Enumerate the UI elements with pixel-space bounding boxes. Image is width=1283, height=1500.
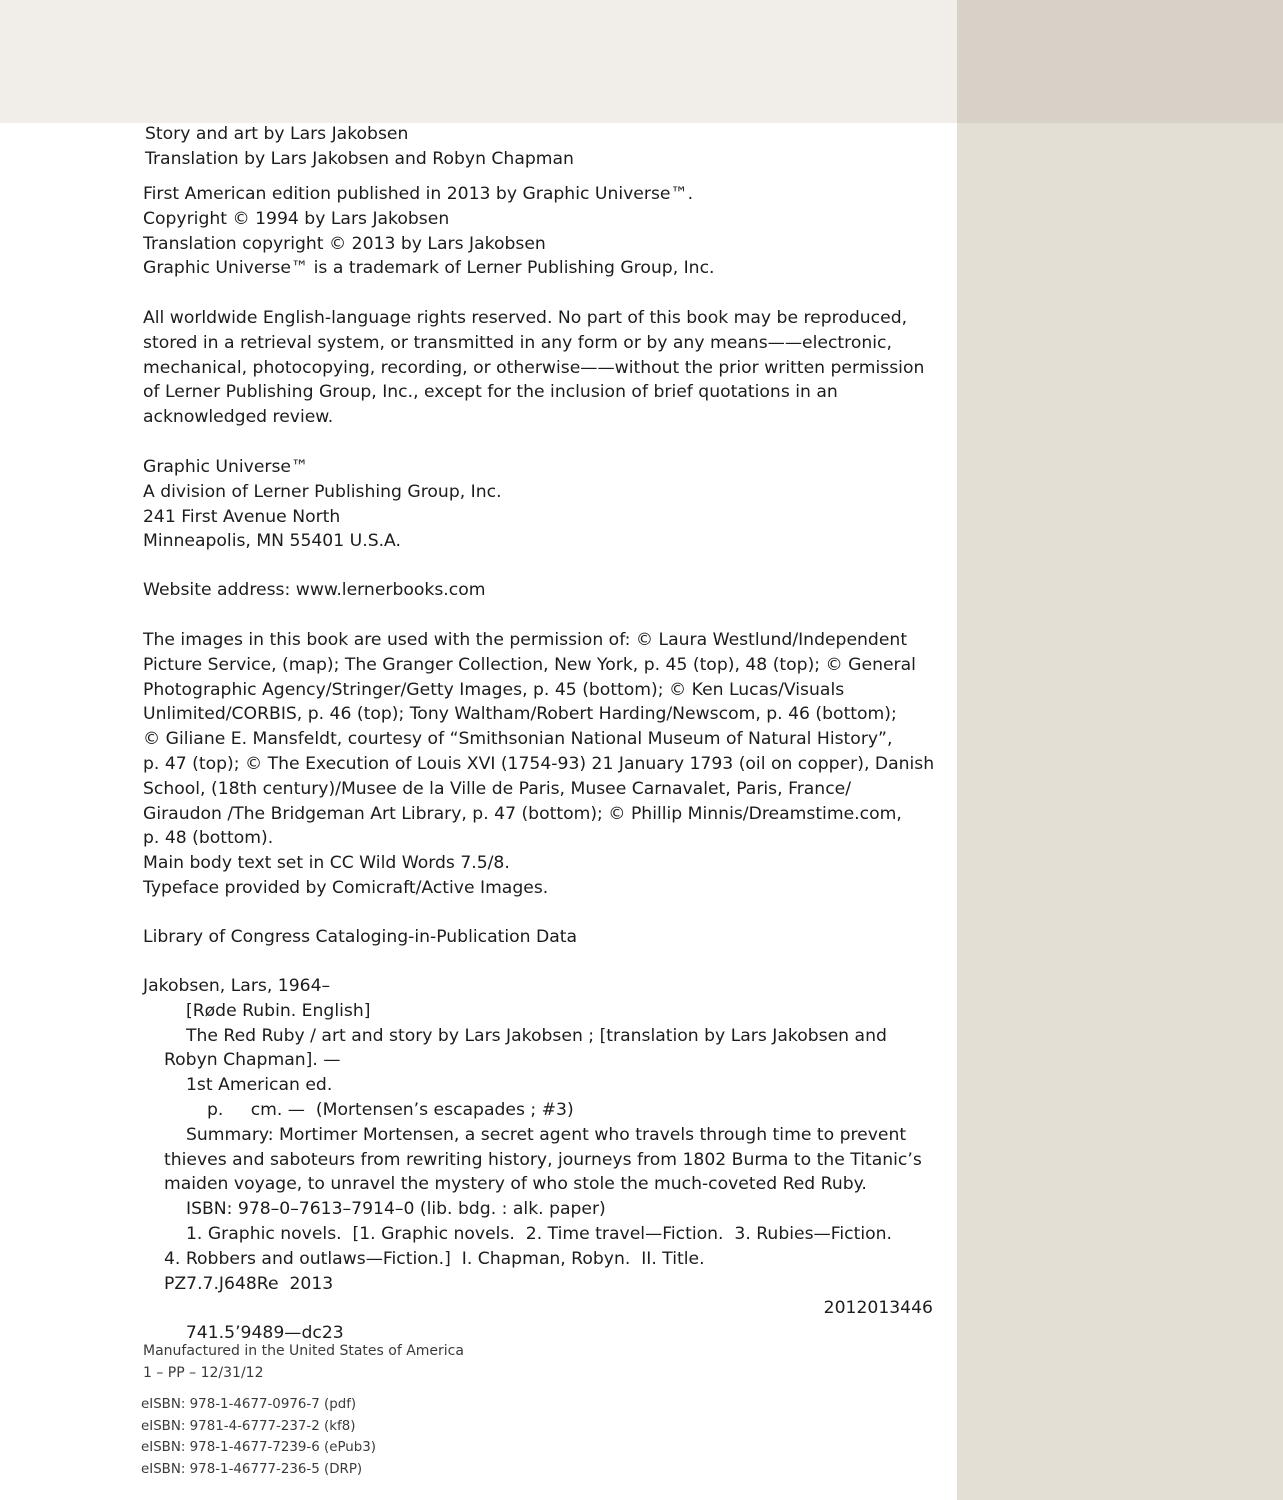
credits-line: Translation by Lars Jakobsen and Robyn Chapman: [145, 148, 574, 169]
copyright-line: Copyright © 1994 by Lars Jakobsen: [143, 208, 450, 229]
copyright-block: [143, 182, 943, 281]
copyright-line: Translation copyright © 2013 by Lars Jakobsen: [143, 233, 546, 254]
rights-block: [143, 306, 943, 430]
header-band: [0, 0, 957, 123]
cip-summary-cont: maiden voyage, to unravel the mystery of who stole the much-coveted Red Ruby.: [164, 1174, 867, 1195]
image-credit-line: Giraudon /The Bridgeman Art Library, p. 47 (bottom); © Phillip Minnis/Dreamstime.com,: [143, 803, 902, 824]
copyright-line: Graphic Universe™ is a trademark of Lerner Publishing Group, Inc.: [143, 258, 715, 279]
image-credit-line: Photographic Agency/Stringer/Getty Images, p. 45 (bottom); © Ken Lucas/Visuals: [143, 679, 845, 700]
eisbn-line: eISBN: 978-1-4677-0976-7 (pdf): [141, 1397, 357, 1412]
cip-physical: p. cm. — (Mortensen’s escapades ; #3): [207, 1099, 574, 1120]
eisbn-line: eISBN: 978-1-46777-236-5 (DRP): [141, 1461, 363, 1477]
image-credit-line: School, (18th century)/Musee de la Ville de Paris, Musee Carnavalet, Paris, France/: [143, 778, 852, 799]
website-block: [143, 578, 943, 603]
manufacture-block: [143, 1341, 943, 1384]
image-credit-line: p. 47 (top); © The Execution of Louis XVI (1754-93) 21 January 1793 (oil on copper), Danish: [143, 753, 935, 774]
publisher-line: Minneapolis, MN 55401 U.S.A.: [143, 531, 401, 552]
loc-heading-text: Library of Congress Cataloging-in-Publication Data: [143, 927, 578, 947]
website-line: Website address: www.lernerbooks.com: [143, 580, 486, 600]
image-credits-block: [143, 628, 943, 901]
image-credit-line: The images in this book are used with the permission of: © Laura Westlund/Independent: [143, 630, 908, 650]
publisher-address-block: [143, 455, 943, 554]
image-credit-line: Picture Service, (map); The Granger Collection, New York, p. 45 (top), 48 (top); © General: [143, 654, 916, 675]
image-credit-line: p. 48 (bottom).: [143, 828, 274, 849]
loc-heading: [143, 925, 943, 950]
image-credit-line: © Giliane E. Mansfeldt, courtesy of “Smithsonian National Museum of Natural History”,: [143, 729, 893, 750]
image-credit-line: Unlimited/CORBIS, p. 46 (top); Tony Waltham/Robert Harding/Newscom, p. 46 (bottom);: [143, 704, 897, 725]
publisher-line: 241 First Avenue North: [143, 506, 341, 527]
manufacture-line: Manufactured in the United States of America: [143, 1343, 464, 1359]
publisher-line: Graphic Universe™: [143, 457, 309, 477]
cip-ddc-row: [143, 1296, 943, 1344]
cip-lcc: PZ7.7.J648Re 2013: [164, 1273, 334, 1294]
cip-ddc: 741.5’9489—dc23: [185, 1323, 344, 1344]
cip-title: The Red Ruby / art and story by Lars Jakobsen ; [translation by Lars Jakobsen and: [186, 1025, 887, 1046]
cip-record: [143, 974, 943, 1344]
typeface-line: Typeface provided by Comicraft/Active Images.: [143, 877, 549, 898]
rights-line: acknowledged review.: [143, 407, 334, 428]
rights-line: stored in a retrieval system, or transmitted in any form or by any means——electronic,: [143, 332, 892, 353]
eisbn-block: [141, 1394, 941, 1480]
print-code-line: 1 – PP – 12/31/12: [143, 1364, 264, 1381]
cip-title-cont: Robyn Chapman]. —: [164, 1050, 341, 1071]
side-margin-top-band: [957, 0, 1283, 123]
credits-block: [145, 122, 945, 172]
side-margin-band: [957, 0, 1283, 1500]
publisher-line: A division of Lerner Publishing Group, Inc.: [143, 481, 502, 502]
rights-line: All worldwide English-language rights reserved. No part of this book may be reproduced,: [143, 308, 908, 328]
cip-subjects: 1. Graphic novels. [1. Graphic novels. 2. Time travel—Fiction. 3. Rubies—Fiction.: [186, 1223, 892, 1244]
cip-lccn: 2012013446: [823, 1298, 933, 1319]
cip-edition: 1st American ed.: [186, 1075, 333, 1096]
eisbn-line: eISBN: 978-1-4677-7239-6 (ePub3): [141, 1440, 377, 1456]
rights-line: mechanical, photocopying, recording, or otherwise——without the prior written permission: [143, 357, 925, 378]
cip-summary-cont: thieves and saboteurs from rewriting history, journeys from 1802 Burma to the Titanic’s: [164, 1149, 922, 1170]
rights-line: of Lerner Publishing Group, Inc., except for the inclusion of brief quotations in an: [143, 382, 838, 403]
eisbn-line: eISBN: 9781-4-6777-237-2 (kf8): [141, 1418, 356, 1434]
cip-uniform-title: [Røde Rubin. English]: [186, 1000, 371, 1021]
copyright-line: First American edition published in 2013 by Graphic Universe™.: [143, 184, 694, 204]
credits-line: Story and art by Lars Jakobsen: [145, 124, 409, 144]
cip-author: Jakobsen, Lars, 1964–: [143, 976, 331, 996]
cip-subjects-cont: 4. Robbers and outlaws—Fiction.] I. Chapman, Robyn. II. Title.: [164, 1248, 705, 1269]
cip-summary: Summary: Mortimer Mortensen, a secret agent who travels through time to prevent: [186, 1124, 907, 1145]
typeface-line: Main body text set in CC Wild Words 7.5/8.: [143, 853, 510, 874]
cip-isbn: ISBN: 978–0–7613–7914–0 (lib. bdg. : alk. paper): [186, 1199, 606, 1220]
